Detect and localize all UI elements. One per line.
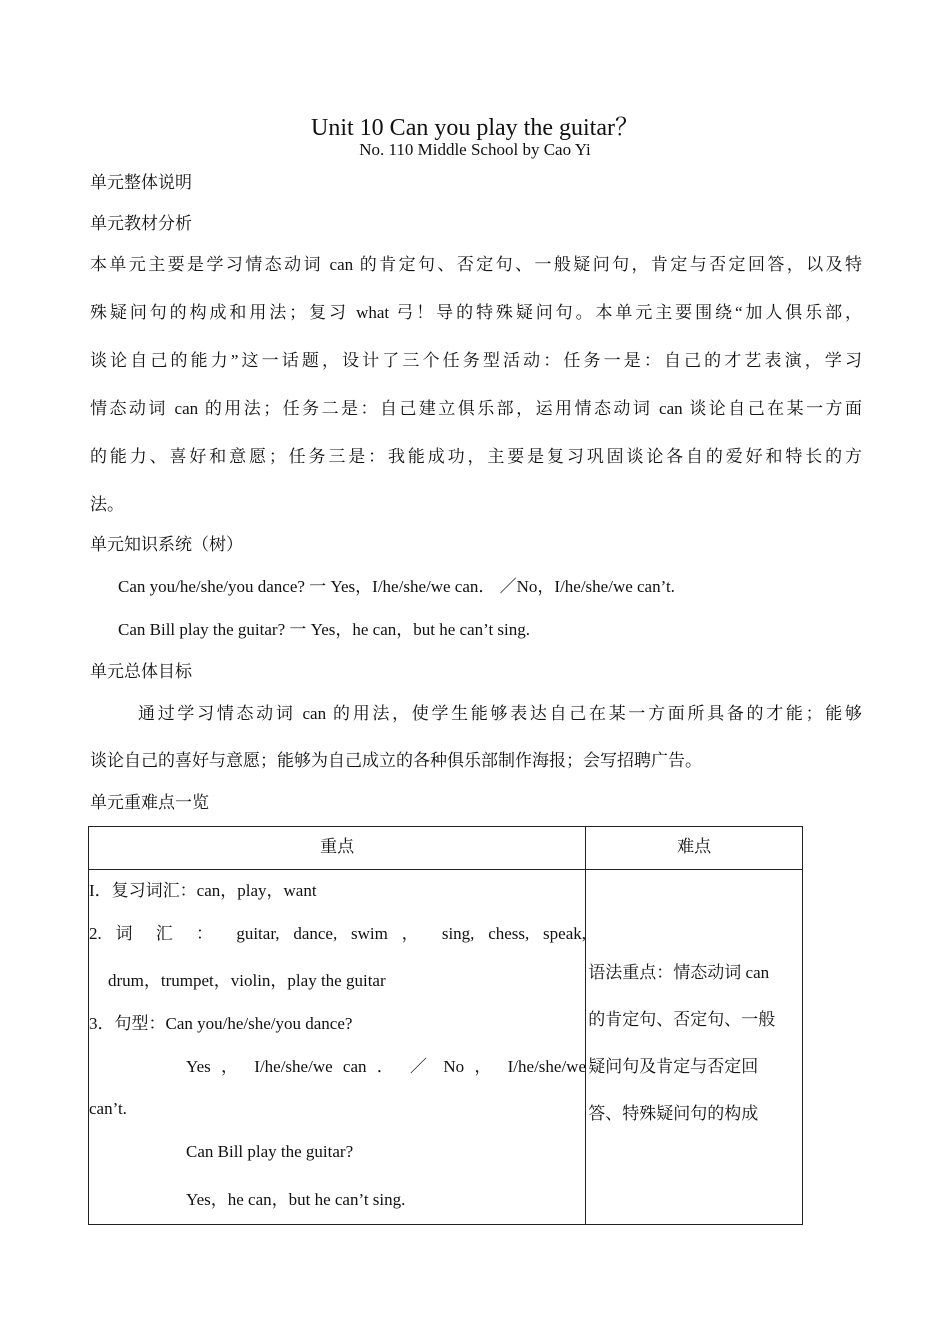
key-line: 2. 词 汇 ： guitar, dance, swim ， sing, chess, speak, xyxy=(89,924,586,943)
key-line: I．复习词汇：can，play，want xyxy=(89,881,317,900)
difficult-line: 语法重点：情态动词 can xyxy=(588,963,770,982)
key-points-cell xyxy=(89,870,586,1225)
table-row xyxy=(89,870,803,1225)
key-line: Yes ， I/he/she/we can ． ／ No ， I/he/she/we xyxy=(186,1057,586,1076)
analysis-line: 法。 xyxy=(90,495,124,514)
goal-line: 通过学习情态动词 can 的用法，使学生能够表达自己在某一方面所具备的才能；能够 xyxy=(138,704,862,723)
heading-knowledge-tree: 单元知识系统（树） xyxy=(90,535,243,554)
analysis-line: 殊疑问句的构成和用法；复习 what 弓！导的特殊疑问句。本单元主要围绕“加人俱乐部， xyxy=(90,303,862,322)
key-line: can’t. xyxy=(89,1099,127,1118)
document-title: Unit 10 Can you play the guitar？ xyxy=(311,115,639,141)
header-difficult-label: 难点 xyxy=(677,837,712,856)
keypoints-table xyxy=(88,826,803,1225)
key-line: drum，trumpet，violin，play the guitar xyxy=(108,971,386,990)
header-difficult-cell xyxy=(586,827,803,870)
header-key-label: 重点 xyxy=(320,837,355,856)
document-subtitle: No. 110 Middle School by Cao Yi xyxy=(359,140,591,159)
heading-keypoints: 单元重难点一览 xyxy=(90,793,209,812)
tree-line: Can Bill play the guitar? 一 Yes，he can，but he can’t sing. xyxy=(118,620,531,639)
key-line: 3．句型：Can you/he/she/you dance? xyxy=(89,1014,353,1033)
key-line: Can Bill play the guitar? xyxy=(186,1142,354,1161)
analysis-line: 本单元主要是学习情态动词 can 的肯定句、否定句、一般疑问句，肯定与否定回答，以及特 xyxy=(90,255,862,274)
header-key-cell xyxy=(89,827,586,870)
goal-line: 谈论自己的喜好与意愿；能够为自己成立的各种俱乐部制作海报；会写招聘广告。 xyxy=(90,751,702,770)
difficult-points-cell xyxy=(586,870,803,1225)
analysis-line: 情态动词 can 的用法；任务二是：自己建立俱乐部，运用情态动词 can 谈论自己在某一方面 xyxy=(90,399,862,418)
heading-goal: 单元总体目标 xyxy=(90,662,192,681)
heading-analysis: 单元教材分析 xyxy=(90,214,192,233)
difficult-line: 答、特殊疑问句的构成 xyxy=(588,1104,759,1123)
key-line: Yes，he can，but he can’t sing. xyxy=(186,1190,406,1209)
analysis-line: 的能力、喜好和意愿；任务三是：我能成功，主要是复习巩固谈论各自的爱好和特长的方 xyxy=(90,447,862,466)
difficult-line: 的肯定句、否定句、一般 xyxy=(588,1010,776,1029)
analysis-line: 谈论自己的能力”这一话题，设计了三个任务型活动：任务一是：自己的才艺表演，学习 xyxy=(90,351,862,370)
table-header-row xyxy=(89,827,803,870)
difficult-line: 疑问句及肯定与否定回 xyxy=(588,1057,759,1076)
tree-line: Can you/he/she/you dance? 一 Yes，I/he/she/we can． ／No，I/he/she/we can’t. xyxy=(118,577,675,596)
heading-overview: 单元整体说明 xyxy=(90,173,192,192)
